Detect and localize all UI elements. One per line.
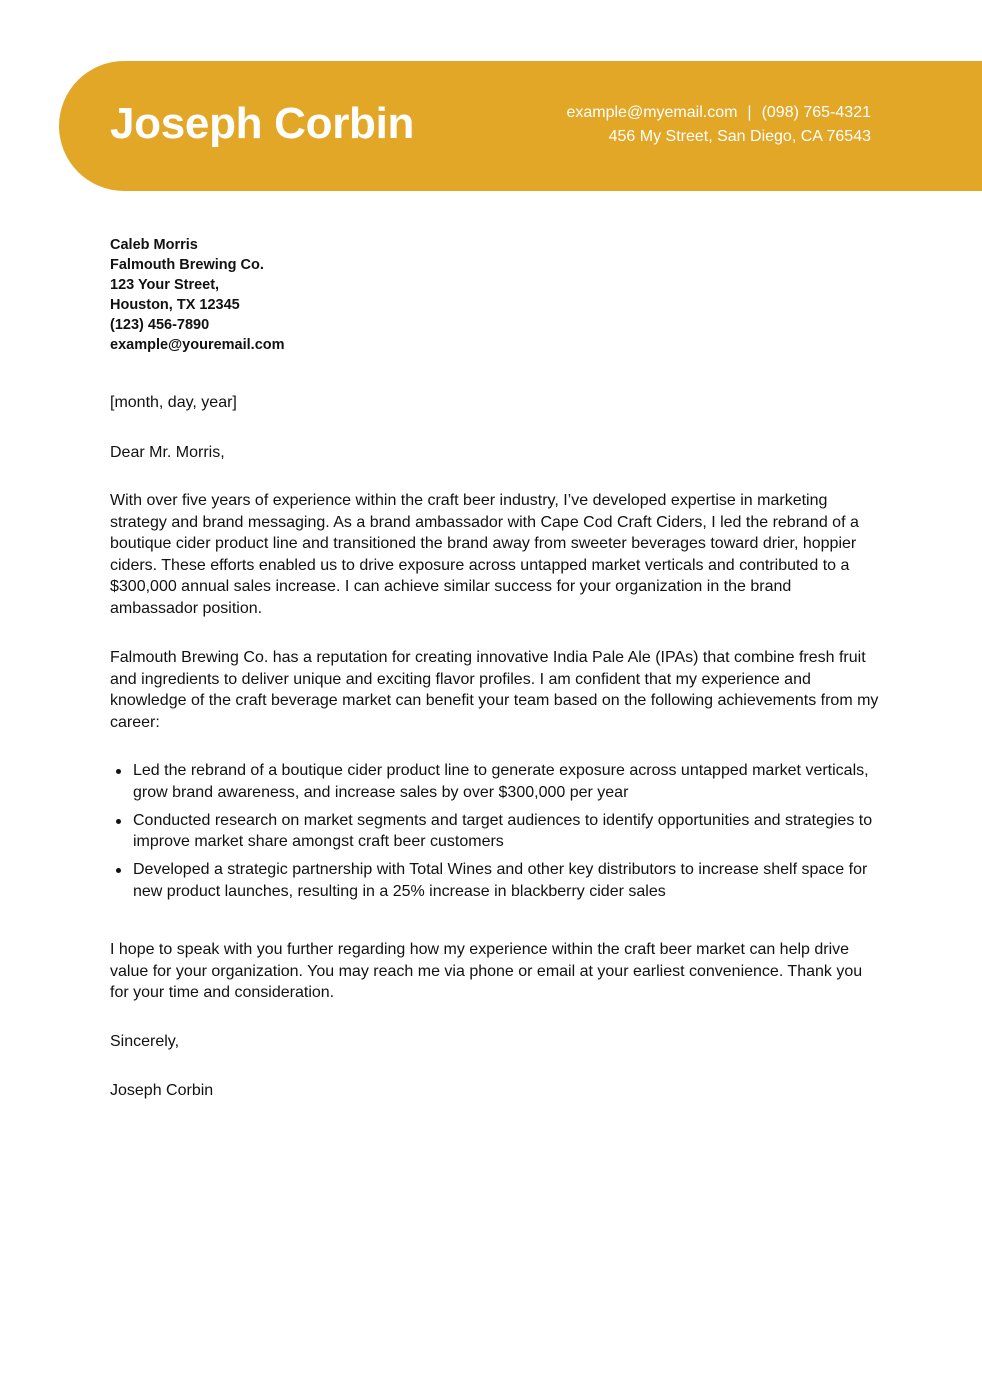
letter-closing: Sincerely, xyxy=(110,1033,180,1050)
list-item-text: Led the rebrand of a boutique cider product line to generate exposure across untapped market verticals, grow brand awareness, and increase sales by over $300,000 per year xyxy=(133,762,869,801)
recipient-phone: (123) 456-7890 xyxy=(110,317,210,333)
contact-separator: | xyxy=(747,104,752,121)
sender-address: 456 My Street, San Diego, CA 76543 xyxy=(608,128,871,145)
sender-phone: (098) 765-4321 xyxy=(761,104,871,121)
sender-email: example@myemail.com xyxy=(566,104,738,121)
sender-contact xyxy=(566,101,871,149)
recipient-city: Houston, TX 12345 xyxy=(110,297,240,313)
letter-signature: Joseph Corbin xyxy=(110,1082,214,1099)
sender-contact-line-1 xyxy=(566,101,871,125)
list-item-text: Developed a strategic partnership with Total Wines and other key distributors to increase shelf space for new product launches, resulting in a 25% increase in blackberry cider sales xyxy=(133,861,868,900)
bullet-icon xyxy=(116,868,121,873)
recipient-email: example@youremail.com xyxy=(110,337,285,353)
list-item xyxy=(110,810,880,853)
recipient-company: Falmouth Brewing Co. xyxy=(110,257,264,273)
letter-date: [month, day, year] xyxy=(110,394,237,411)
list-item xyxy=(110,859,880,902)
letter-paragraph-1: With over five years of experience within the craft beer industry, I’ve developed expertise in marketing strategy and brand messaging. As a brand ambassador with Cape Cod Craft Ciders, I led the rebrand of a boutique cider product line and transitioned the brand away from sweeter beverages toward drier, hoppier ciders. These efforts enabled us to drive exposure across untapped market verticals and contributed to a $300,000 annual sales increase. I can achieve similar success for your organization in the brand ambassador position. xyxy=(110,492,859,617)
letter-greeting: Dear Mr. Morris, xyxy=(110,444,225,461)
letter-paragraph-3: I hope to speak with you further regarding how my experience within the craft beer market can help drive value for your organization. You may reach me via phone or email at your earliest convenience. Thank you for your time and consideration. xyxy=(110,941,863,1001)
sender-name: Joseph Corbin xyxy=(110,99,415,148)
bullet-icon xyxy=(116,769,121,774)
list-item xyxy=(110,760,880,803)
letter-paragraph-2: Falmouth Brewing Co. has a reputation for creating innovative India Pale Ale (IPAs) that combine fresh fruit and ingredients to deliver unique and exciting flavor profiles. I am confident that my experience and knowledge of the craft beverage market can benefit your team based on the following achievements from my career: xyxy=(110,649,879,731)
bullet-icon xyxy=(116,819,121,824)
recipient-name: Caleb Morris xyxy=(110,237,198,253)
recipient-street: 123 Your Street, xyxy=(110,277,220,293)
achievements-list xyxy=(110,760,880,909)
recipient-block xyxy=(110,235,285,355)
list-item-text: Conducted research on market segments and target audiences to identify opportunities and strategies to improve market share amongst craft beer customers xyxy=(133,811,873,850)
